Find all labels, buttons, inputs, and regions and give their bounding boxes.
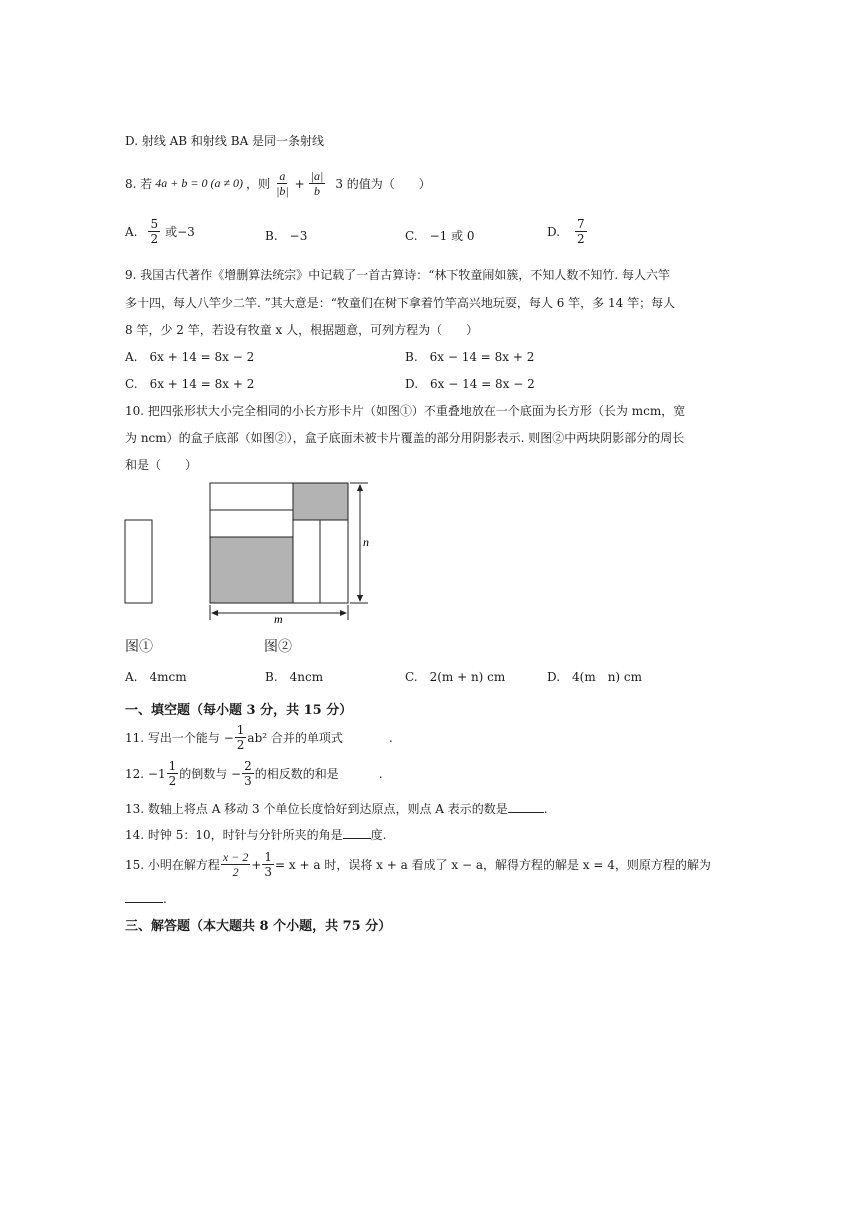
q8-tail: 3 的值为（ ）	[335, 177, 431, 191]
q8-frac1-num: a	[279, 169, 286, 183]
q9-option-c: C. 6x + 14 = 8x + 2	[125, 377, 255, 391]
q8-option-d-fraction	[575, 218, 587, 245]
q12	[125, 760, 383, 787]
q12-num1: 1	[168, 759, 177, 773]
q8-option-a	[125, 218, 195, 245]
q8-option-d-label: D.	[547, 224, 561, 239]
q12-num2: 2	[244, 759, 252, 773]
q12-mid: 的倒数与 −	[179, 767, 242, 781]
q8-option-d-num: 7	[577, 217, 585, 231]
q10-line-2: 为 ncm）的盒子底部（如图②），盒子底面未被卡片覆盖的部分用阴影表示. 则图②中两块阴影部分的周长	[125, 431, 685, 445]
q14-end: 度.	[370, 828, 387, 842]
figure2-label: 图②	[264, 639, 292, 655]
q15	[125, 851, 711, 878]
q8-option-a-tail: 或−3	[165, 225, 195, 239]
q15-answer-line	[125, 890, 167, 906]
q10-option-d: D. 4(m n) cm	[547, 670, 643, 684]
q8-option-a-den: 2	[150, 232, 159, 246]
q8-plus: +	[294, 176, 305, 191]
q14-text: 14. 时钟 5：10，时针与分针所夹的角是	[125, 828, 343, 842]
q14	[125, 826, 386, 843]
q8-option-b: B. −3	[265, 229, 308, 243]
q14-answer-blank[interactable]	[343, 838, 371, 839]
q11-num: 1	[236, 723, 245, 737]
q9-line-3: 8 竿，少 2 竿，若设有牧童 x 人，根据题意，可列方程为（ ）	[125, 323, 479, 337]
q8-option-d	[547, 218, 588, 245]
q15-prefix: 15. 小明在解方程	[125, 858, 220, 872]
q15-num1: x − 2	[222, 850, 249, 864]
m-arrow-left	[211, 610, 218, 616]
figure2-shaded-bottom-left	[210, 537, 293, 603]
q8-frac2-den: b	[314, 184, 321, 198]
n-arrow-up	[357, 484, 363, 491]
q12-tail: 的相反数的和是	[254, 767, 339, 781]
figure1-label: 图①	[125, 639, 153, 655]
q12-den1: 2	[168, 774, 177, 788]
q8-option-a-num: 5	[150, 217, 159, 231]
q8-prefix: 8. 若	[125, 177, 153, 191]
n-arrow-down	[357, 595, 363, 602]
figure2-card-top-2	[210, 510, 293, 537]
q13	[125, 800, 548, 817]
q15-num2: 1	[264, 850, 273, 864]
q15-den2: 3	[264, 865, 273, 879]
q11-answer-blank[interactable]	[343, 737, 389, 738]
q13-answer-blank[interactable]	[508, 812, 544, 813]
q8-frac2-num: |a|	[310, 169, 324, 183]
q12-prefix: 12. −1	[125, 766, 166, 781]
q9-line-2: 多十四，每人八竿少二竿. ”其大意是：“牧童们在树下拿着竹竿高兴地玩耍，每人 6 竿，多 14 竿；每人	[125, 296, 676, 310]
q12-answer-blank[interactable]	[339, 773, 379, 774]
q10-option-c: C. 2(m + n) cm	[405, 670, 506, 684]
q15-den1: 2	[232, 865, 239, 879]
q7-option-d: D. 射线 AB 和射线 BA 是同一条射线	[125, 134, 325, 148]
q11-prefix: 11. 写出一个能与 −	[125, 731, 234, 745]
q8-option-d-den: 2	[577, 232, 585, 246]
figure2-shaded-top-right	[293, 483, 348, 520]
figure2-card-vertical-2	[320, 520, 348, 603]
m-label: m	[274, 612, 283, 626]
q10-option-b: B. 4ncm	[265, 670, 324, 684]
q13-text: 13. 数轴上将点 A 移动 3 个单位长度恰好到达原点，则点 A 表示的数是	[125, 802, 508, 816]
q8-option-a-label: A.	[125, 224, 138, 239]
q12-fraction-2	[242, 760, 254, 787]
q15-plus: +	[251, 857, 262, 872]
q11-fraction	[235, 724, 247, 751]
q10-line-3: 和是（ ）	[125, 458, 198, 472]
q8-frac1-den: |b|	[276, 184, 289, 198]
q10-line-1: 10. 把四张形状大小完全相同的小长方形卡片（如图①）不重叠地放在一个底面为长方形（长为 mcm，宽	[125, 404, 686, 418]
q8-then: ，则	[246, 177, 271, 191]
n-label: n	[363, 535, 369, 549]
m-arrow-right	[340, 610, 347, 616]
q11-mid: ab² 合并的单项式	[247, 731, 343, 745]
q9-line-1: 9. 我国古代著作《增删算法统宗》中记载了一首古算诗：“林下牧童闹如簇，不知人数不知竹. 每人六竿	[125, 268, 671, 282]
q8-condition: 4a + b = 0 (a ≠ 0)	[155, 176, 244, 190]
q13-end: .	[543, 802, 548, 816]
q12-end: .	[378, 766, 383, 781]
q9-option-d: D. 6x − 14 = 8x − 2	[405, 377, 535, 391]
q11-tail: .	[388, 730, 393, 745]
q15-end: .	[163, 892, 167, 906]
q8-fraction-1	[274, 170, 291, 197]
q12-fraction-1	[167, 760, 179, 787]
figure2-card-top-1	[210, 483, 293, 510]
q12-den2: 3	[244, 774, 252, 788]
section-fill-in-heading: 一、填空题（每小题 3 分，共 15 分）	[125, 703, 353, 718]
q10-option-a: A. 4mcm	[125, 670, 187, 684]
q9-option-b: B. 6x − 14 = 8x + 2	[405, 350, 535, 364]
q8-stem	[125, 170, 431, 197]
q10-figure	[120, 476, 380, 626]
figure2-card-vertical-1	[293, 520, 320, 603]
section-answer-heading: 三、解答题（本大题共 8 个小题，共 75 分）	[125, 919, 392, 934]
q15-fraction-2	[262, 851, 274, 878]
q8-option-a-fraction	[148, 218, 160, 245]
q15-answer-blank[interactable]	[125, 890, 163, 903]
q15-rest: = x + a 时，误将 x + a 看成了 x − a，解得方程的解是 x = 4，则原方程的解为	[275, 858, 711, 872]
q9-option-a: A. 6x + 14 = 8x − 2	[125, 350, 255, 364]
figure1-card	[125, 520, 152, 603]
q11-den: 2	[236, 738, 245, 752]
q11	[125, 724, 393, 751]
q8-option-c: C. −1 或 0	[405, 229, 475, 243]
q8-fraction-2	[309, 170, 326, 197]
q15-fraction-1	[221, 851, 250, 878]
